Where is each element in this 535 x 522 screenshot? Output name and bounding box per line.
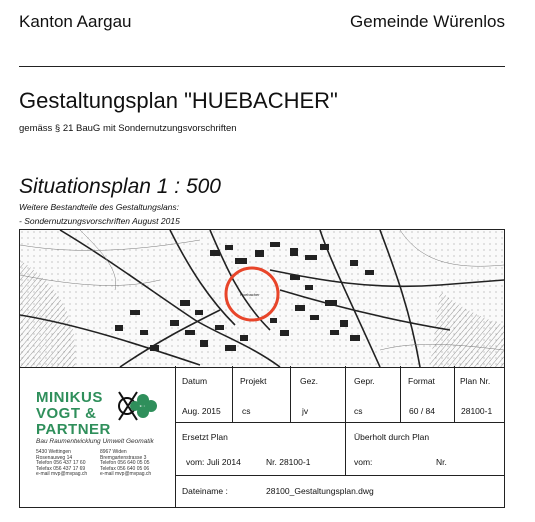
document-subtitle: gemäss § 21 BauG mit Sondernutzungsvorschriften — [19, 123, 237, 134]
address-line: e-mail mvp@mvpag.ch — [36, 471, 88, 478]
situation-map — [19, 229, 505, 368]
document-title: Gestaltungsplan "HUEBACHER" — [19, 88, 338, 113]
plan-title: Situationsplan 1 : 500 — [19, 175, 221, 198]
ersetzt-vom: vom: Juli 2014 — [186, 457, 241, 467]
ueberholt-label: Überholt durch Plan — [354, 432, 430, 442]
logo-line-3: PARTNER — [36, 421, 111, 438]
map-drawing — [20, 230, 504, 367]
address-line: 8967 Widen — [100, 449, 127, 455]
grid-line — [400, 366, 401, 422]
address-line: Bremgartenstrasse 3 — [100, 454, 147, 461]
value-plan-nr: 28100-1 — [461, 406, 493, 416]
grid-line — [290, 366, 291, 422]
company-logo — [20, 366, 176, 507]
value-datum: Aug. 2015 — [182, 406, 221, 416]
header-divider — [19, 66, 505, 67]
address-widen — [100, 450, 151, 478]
header-plan-nr: Plan Nr. — [460, 376, 491, 386]
address-line: Telefon 056 437 17 60 — [36, 460, 86, 467]
ersetzt-nr: Nr. 28100-1 — [266, 457, 311, 467]
regulations-note: - Sondernutzungsvorschriften August 2015 — [19, 216, 180, 226]
address-line: e-mail mvp@mvpag.ch — [100, 471, 152, 478]
logo-line-1: MINIKUS — [36, 389, 103, 406]
canton-label: Kanton Aargau — [19, 12, 132, 31]
value-gepr: cs — [354, 406, 363, 416]
grid-line — [232, 366, 233, 422]
header-format: Format — [408, 376, 435, 386]
grid-line — [454, 366, 455, 422]
logo-tagline: Bau Raumentwicklung Umwelt Geomatik — [36, 438, 154, 445]
grid-line — [175, 475, 504, 476]
address-line: Telefax 056 437 17 69 — [36, 465, 86, 472]
address-wettingen — [36, 450, 87, 478]
ersetzt-label: Ersetzt Plan — [182, 432, 228, 442]
grid-line — [345, 366, 346, 475]
value-gez: jv — [302, 406, 309, 416]
municipality-label: Gemeinde Würenlos — [350, 12, 505, 31]
address-line: Rosenauweg 14 — [36, 454, 73, 461]
header-datum: Datum — [182, 376, 208, 386]
address-line: Telefon 056 640 05 05 — [100, 460, 150, 467]
dateiname-value: 28100_Gestaltungsplan.dwg — [266, 486, 374, 496]
address-line: Telefax 056 640 05 06 — [100, 465, 150, 472]
title-block — [19, 366, 505, 508]
ueberholt-vom: vom: — [354, 457, 373, 467]
header-gepr: Gepr. — [354, 376, 375, 386]
components-note: Weitere Bestandteile des Gestaltungslans: — [19, 202, 180, 212]
ueberholt-nr: Nr. — [436, 457, 447, 467]
grid-line — [175, 422, 504, 423]
logo-mark-icon — [115, 388, 157, 424]
logo-line-2: VOGT & — [36, 405, 97, 422]
value-projekt: cs — [242, 406, 251, 416]
address-line: 5430 Wettingen — [36, 449, 71, 455]
value-format: 60 / 84 — [409, 406, 435, 416]
dateiname-label: Dateiname : — [182, 486, 228, 496]
map-label-huebacher: Huebacher — [240, 292, 260, 297]
header-gez: Gez. — [300, 376, 318, 386]
header-projekt: Projekt — [240, 376, 267, 386]
